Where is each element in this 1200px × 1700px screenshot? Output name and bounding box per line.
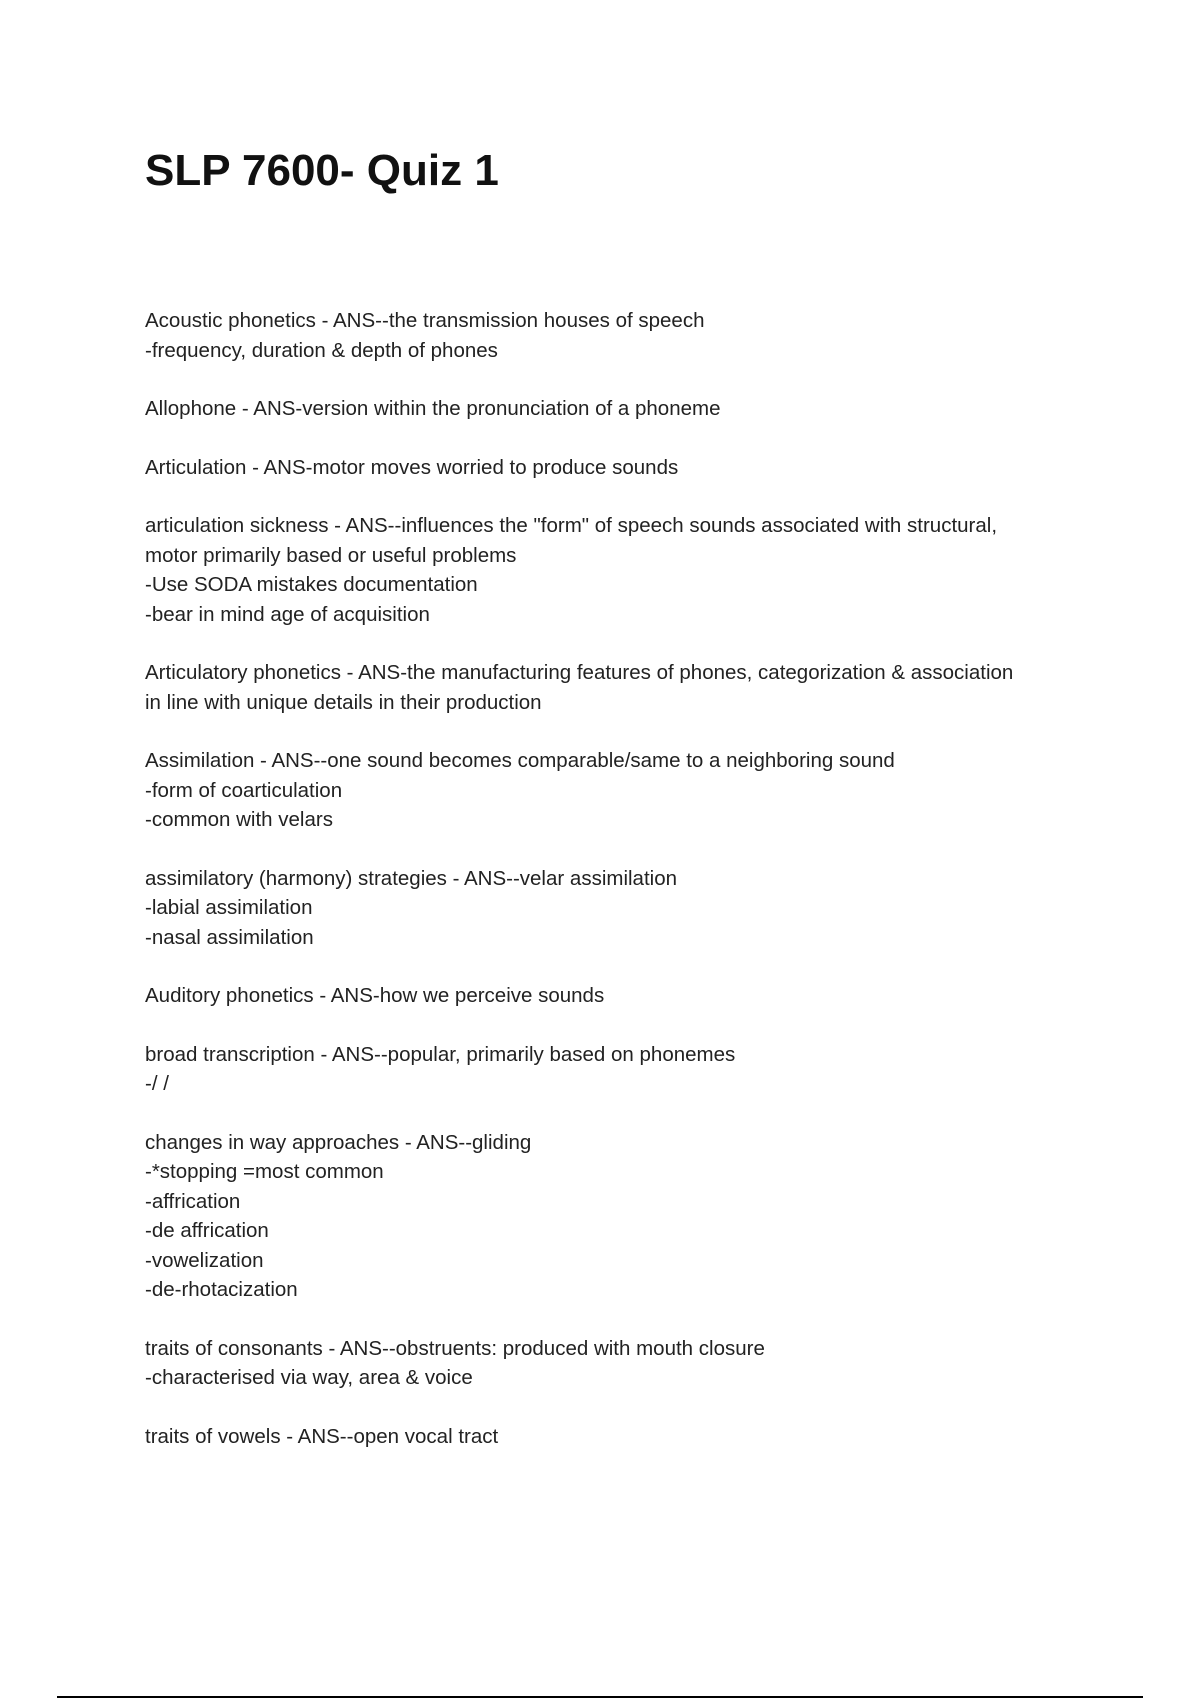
quiz-entry bbox=[145, 1422, 1105, 1452]
entry-detail-line: -affrication bbox=[145, 1189, 241, 1213]
entry-term-line: articulation sickness - ANS--influences the "form" of speech sounds associated with structural, bbox=[145, 514, 998, 537]
quiz-entry bbox=[145, 658, 1105, 717]
entry-detail-line: -common with velars bbox=[145, 808, 333, 831]
quiz-entry bbox=[145, 511, 1105, 629]
entry-term-line: Articulation - ANS-motor moves worried to produce sounds bbox=[145, 455, 679, 479]
entry-detail-line: -nasal assimilation bbox=[145, 925, 314, 949]
footer-divider bbox=[57, 1696, 1143, 1698]
entry-term-line: changes in way approaches - ANS--gliding bbox=[145, 1130, 532, 1154]
entry-term-line: traits of consonants - ANS--obstruents: produced with mouth closure bbox=[145, 1336, 765, 1360]
entry-term-line: broad transcription - ANS--popular, primarily based on phonemes bbox=[145, 1042, 736, 1066]
quiz-entry bbox=[145, 864, 1105, 953]
entry-term-line: Assimilation - ANS--one sound becomes comparable/same to a neighboring sound bbox=[145, 749, 895, 772]
quiz-entry bbox=[145, 1128, 1105, 1305]
quiz-entries bbox=[145, 306, 1105, 1480]
entry-detail-line: -de-rhotacization bbox=[145, 1278, 298, 1301]
quiz-entry bbox=[145, 453, 1105, 483]
entry-term-line: assimilatory (harmony) strategies - ANS--velar assimilation bbox=[145, 866, 678, 890]
entry-detail-line: -*stopping =most common bbox=[145, 1160, 384, 1183]
entry-detail-line: in line with unique details in their production bbox=[145, 690, 542, 714]
entry-detail-line: -/ / bbox=[145, 1072, 169, 1095]
quiz-entry bbox=[145, 306, 1105, 365]
entry-term-line: Allophone - ANS-version within the pronunciation of a phoneme bbox=[145, 397, 721, 420]
entry-detail-line: -vowelization bbox=[145, 1248, 264, 1272]
entry-detail-line: -labial assimilation bbox=[145, 896, 313, 919]
entry-detail-line: -Use SODA mistakes documentation bbox=[145, 573, 478, 596]
quiz-entry bbox=[145, 1040, 1105, 1099]
quiz-entry bbox=[145, 1334, 1105, 1393]
entry-detail-line: -characterised via way, area & voice bbox=[145, 1366, 473, 1389]
quiz-entry bbox=[145, 394, 1105, 424]
entry-detail-line: -frequency, duration & depth of phones bbox=[145, 338, 498, 362]
entry-detail-line: motor primarily based or useful problems bbox=[145, 543, 517, 567]
entry-detail-line: -bear in mind age of acquisition bbox=[145, 602, 430, 626]
entry-term-line: Articulatory phonetics - ANS-the manufacturing features of phones, categorization & association bbox=[145, 661, 1014, 684]
entry-detail-line: -de affrication bbox=[145, 1219, 269, 1242]
entry-term-line: Auditory phonetics - ANS-how we perceive sounds bbox=[145, 984, 605, 1007]
quiz-entry bbox=[145, 746, 1105, 835]
entry-term-line: traits of vowels - ANS--open vocal tract bbox=[145, 1424, 499, 1448]
page-title: SLP 7600- Quiz 1 bbox=[145, 146, 499, 195]
entry-term-line: Acoustic phonetics - ANS--the transmission houses of speech bbox=[145, 309, 705, 332]
quiz-entry bbox=[145, 981, 1105, 1011]
entry-detail-line: -form of coarticulation bbox=[145, 778, 343, 802]
